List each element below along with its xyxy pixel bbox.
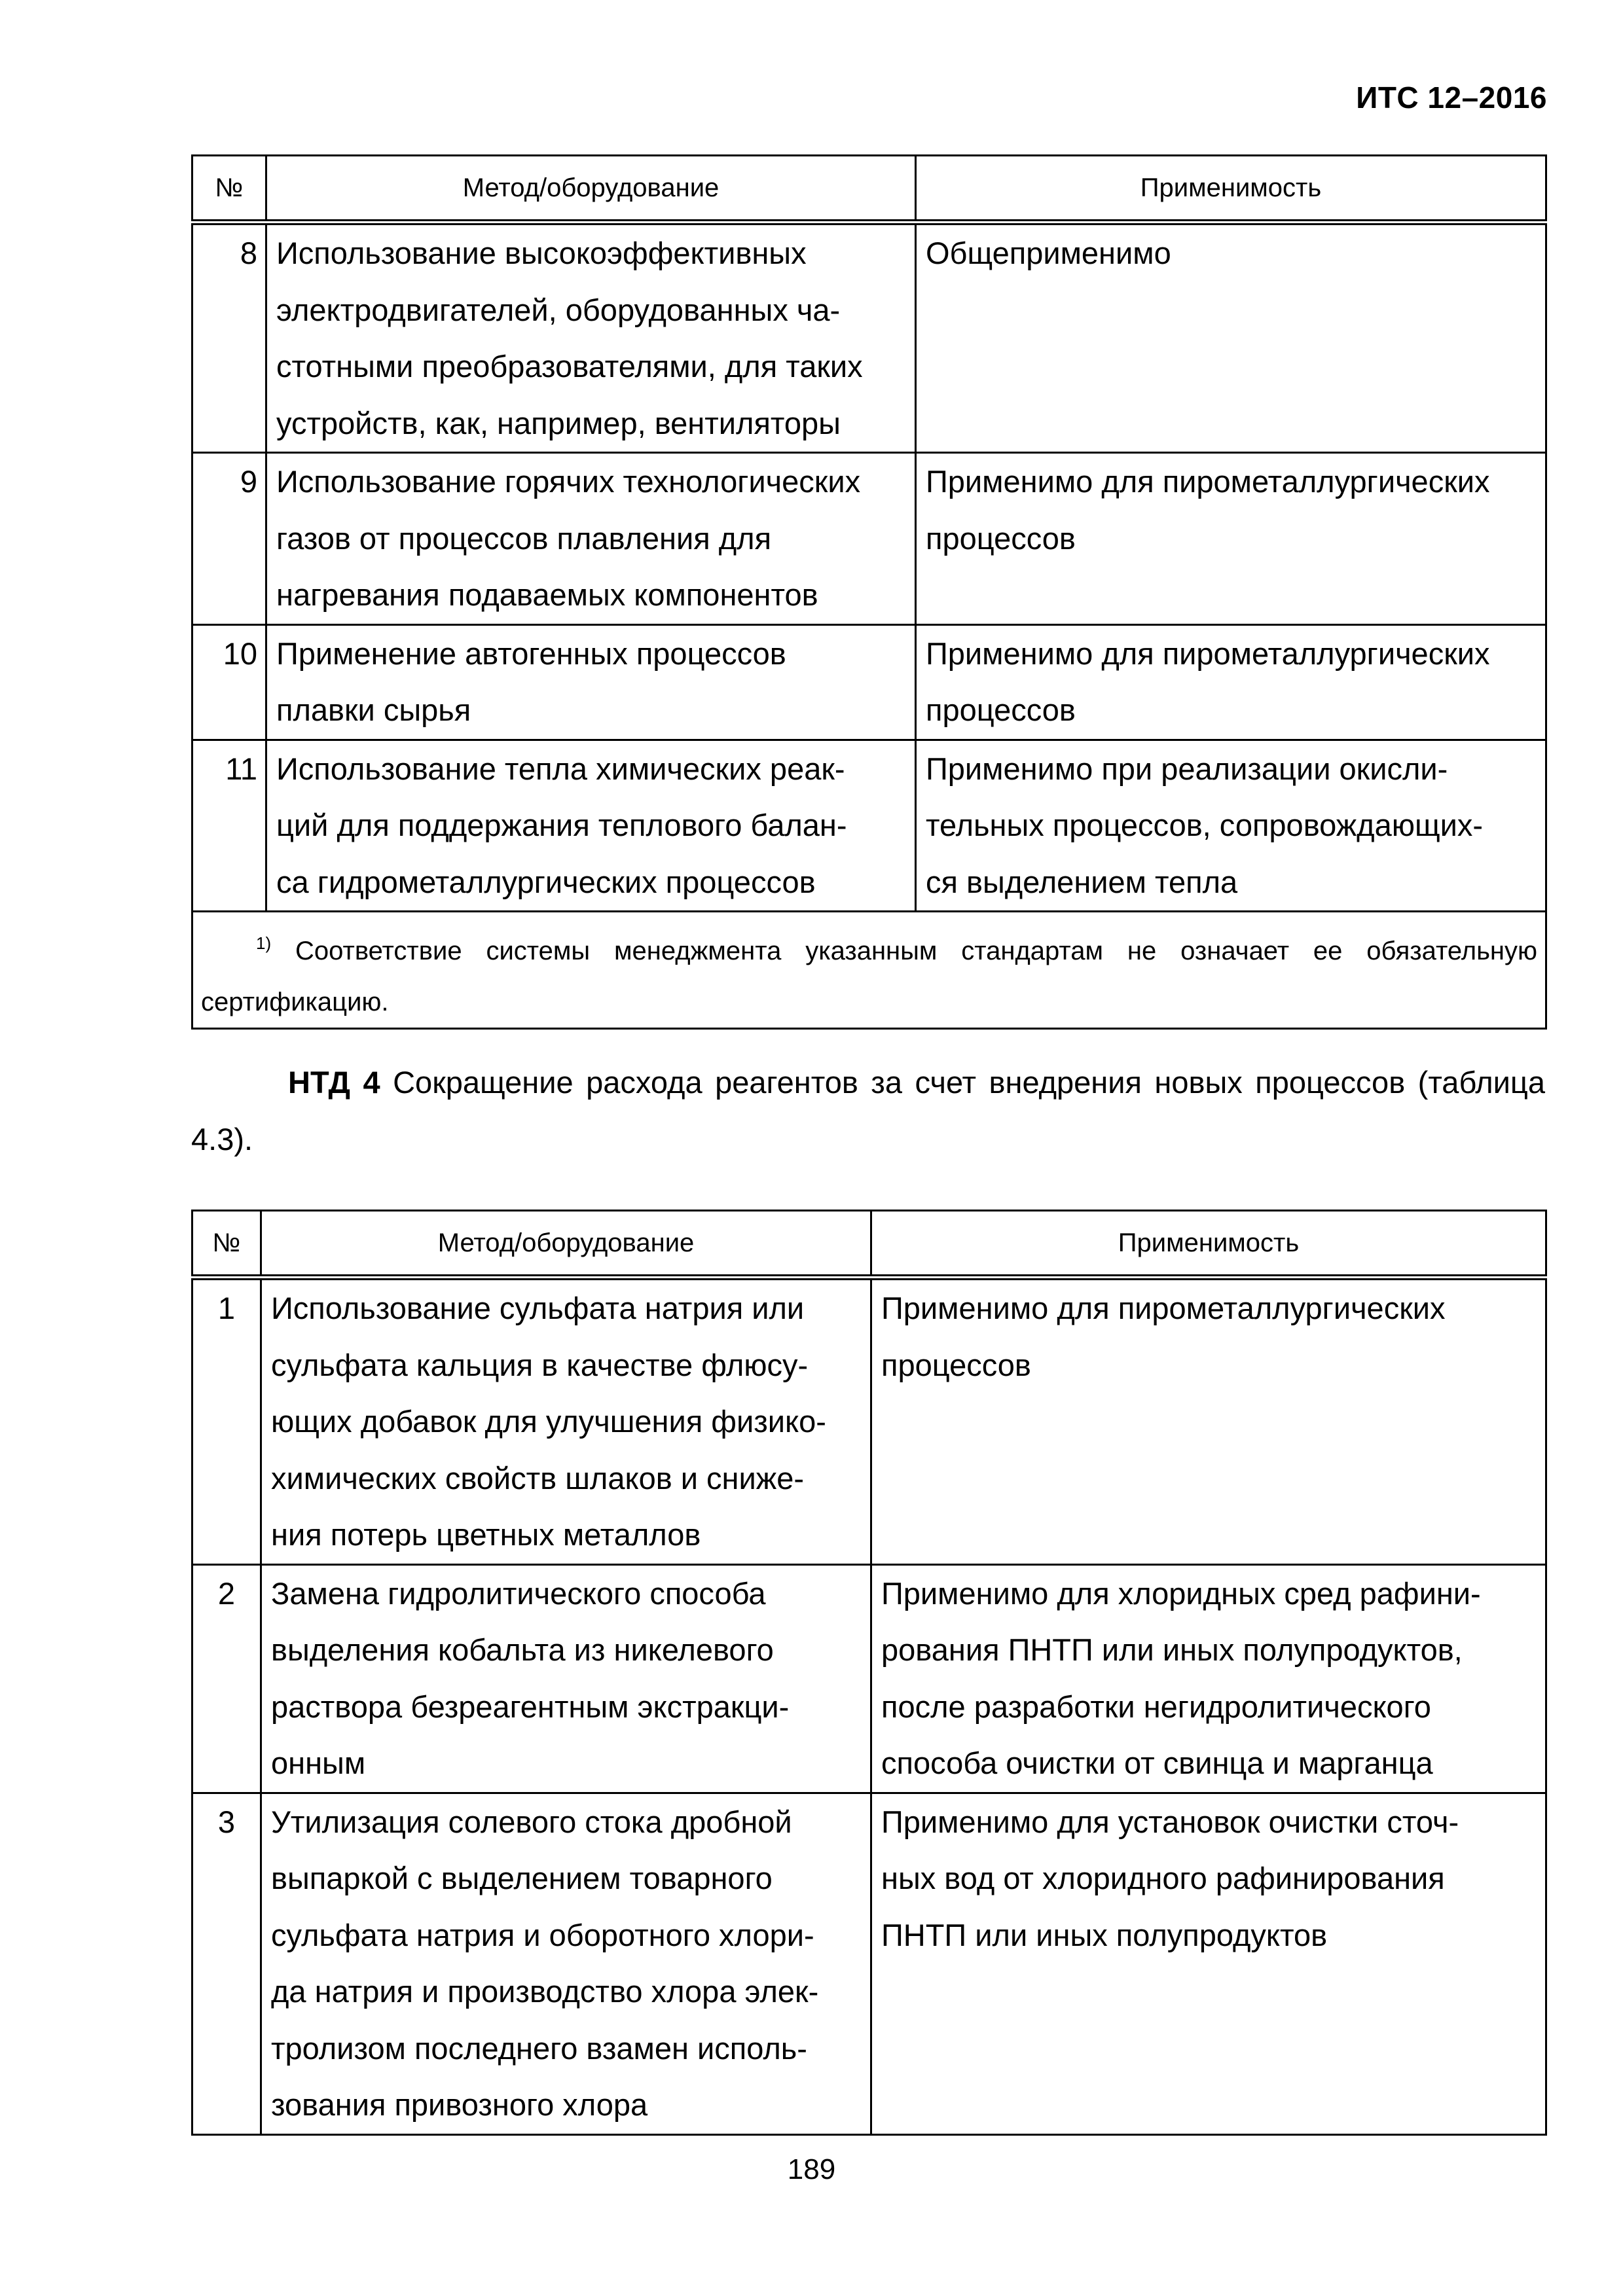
applicability-line: ных вод от хлоридного рафинирования xyxy=(881,1861,1445,1895)
column-header-number: № xyxy=(192,156,266,223)
row-number-cell xyxy=(192,453,266,625)
method-cell xyxy=(261,1793,871,2134)
column-header-number: № xyxy=(192,1211,261,1278)
method-line: ющих добавок для улучшения физико- xyxy=(271,1404,826,1439)
applicability-line: процессов xyxy=(926,692,1076,727)
applicability-cell xyxy=(871,1793,1546,2134)
method-line: Использование сульфата натрия или xyxy=(271,1291,805,1325)
table-row xyxy=(192,223,1546,453)
method-line: онным xyxy=(271,1746,366,1780)
method-line: газов от процессов плавления для xyxy=(276,520,772,556)
method-line: Использование высокоэффективных xyxy=(276,236,807,270)
method-line: да натрия и производство хлора элек- xyxy=(271,1974,819,2009)
row-number: 10 xyxy=(223,636,257,671)
method-line: выпаркой с выделением товарного xyxy=(271,1861,773,1895)
applicability-line: способа очистки от свинца и марганца xyxy=(881,1746,1433,1780)
row-number: 3 xyxy=(217,1804,236,1839)
applicability-line: Применимо для установок очистки сточ- xyxy=(881,1804,1459,1839)
table-row xyxy=(192,624,1546,740)
table-row xyxy=(192,740,1546,912)
table-row xyxy=(192,453,1546,625)
row-number-cell xyxy=(192,223,266,453)
applicability-line: тельных процессов, сопровождающих- xyxy=(926,808,1484,842)
method-cell xyxy=(266,624,916,740)
row-number-cell xyxy=(192,740,266,912)
row-number: 11 xyxy=(225,751,257,786)
column-header-method: Метод/оборудование xyxy=(261,1211,871,1278)
applicability-line: Применимо для хлоридных сред рафини- xyxy=(881,1575,1481,1611)
table-row xyxy=(192,1793,1546,2134)
applicability-line: Общеприменимо xyxy=(926,236,1171,270)
method-cell xyxy=(266,223,916,453)
method-line: выделения кобальта из никелевого xyxy=(271,1632,774,1667)
method-cell xyxy=(261,1278,871,1565)
method-line: са гидрометаллургических процессов xyxy=(276,864,816,899)
applicability-line: ПНТП или иных полупродуктов xyxy=(881,1917,1328,1952)
table-footnote xyxy=(192,912,1546,1029)
column-header-method: Метод/оборудование xyxy=(266,156,916,223)
method-line: стотными преобразователями, для таких xyxy=(276,349,863,384)
applicability-line: Применимо для пирометаллургических xyxy=(881,1291,1446,1325)
applicability-line: Применимо для пирометаллургических xyxy=(926,464,1490,499)
row-number: 2 xyxy=(217,1575,236,1611)
applicability-line: Применимо при реализации окисли- xyxy=(926,751,1448,786)
method-cell xyxy=(261,1564,871,1793)
applicability-cell xyxy=(916,624,1546,740)
method-line: химических свойств шлаков и сниже- xyxy=(271,1460,804,1496)
table-footnote-row xyxy=(192,912,1546,1029)
table-header-row xyxy=(192,156,1546,223)
method-line: плавки сырья xyxy=(276,692,471,727)
table-row xyxy=(192,1564,1546,1793)
method-line: электродвигателей, оборудованных ча- xyxy=(276,292,841,327)
row-number-cell xyxy=(192,624,266,740)
method-line: сульфата натрия и оборотного хлори- xyxy=(271,1917,814,1952)
row-number-cell xyxy=(192,1564,261,1793)
applicability-line: ся выделением тепла xyxy=(926,864,1238,899)
method-line: устройств, как, например, вентиляторы xyxy=(276,405,841,440)
ntd-label: НТД 4 xyxy=(288,1065,380,1100)
method-line: Использование тепла химических реак- xyxy=(276,751,845,786)
method-cell xyxy=(266,453,916,625)
applicability-cell xyxy=(916,740,1546,912)
applicability-line: процессов xyxy=(926,520,1076,556)
applicability-cell xyxy=(916,453,1546,625)
method-line: зования привозного хлора xyxy=(271,2087,648,2122)
row-number-cell xyxy=(192,1278,261,1565)
method-line: раствора безреагентным экстракци- xyxy=(271,1689,790,1724)
applicability-cell xyxy=(916,223,1546,453)
footnote-text: Соответствие системы менеджмента указанным стандартам не означает ее обязательную сертификацию. xyxy=(201,937,1537,1016)
ntd4-paragraph xyxy=(191,1054,1545,1168)
method-line: Применение автогенных процессов xyxy=(276,636,786,671)
document-code: ИТС 12–2016 xyxy=(1356,81,1547,115)
method-line: тролизом последнего взамен исполь- xyxy=(271,2030,807,2066)
methods-table-energy xyxy=(191,154,1547,1030)
applicability-line: после разработки негидролитического xyxy=(881,1689,1431,1724)
table-row xyxy=(192,1278,1546,1565)
applicability-cell xyxy=(871,1278,1546,1565)
method-cell xyxy=(266,740,916,912)
ntd-text: Сокращение расхода реагентов за счет внедрения новых процессов (таблица 4.3). xyxy=(191,1065,1545,1157)
methods-table-reagents xyxy=(191,1210,1547,2136)
method-line: Утилизация солевого стока дробной xyxy=(271,1804,792,1839)
method-line: Использование горячих технологических xyxy=(276,464,861,499)
column-header-applicability: Применимость xyxy=(916,156,1546,223)
row-number: 8 xyxy=(240,236,257,270)
method-line: Замена гидролитического способа xyxy=(271,1575,766,1611)
applicability-line: Применимо для пирометаллургических xyxy=(926,636,1490,671)
method-line: ния потерь цветных металлов xyxy=(271,1517,701,1552)
method-line: ций для поддержания теплового балан- xyxy=(276,808,847,842)
page-number: 189 xyxy=(787,2153,836,2185)
method-line: нагревания подаваемых компонентов xyxy=(276,577,818,612)
row-number: 1 xyxy=(217,1291,236,1325)
footnote-marker: 1) xyxy=(256,933,272,953)
table-header-row xyxy=(192,1211,1546,1278)
column-header-applicability: Применимость xyxy=(871,1211,1546,1278)
method-line: сульфата кальция в качестве флюсу- xyxy=(271,1347,809,1382)
row-number: 9 xyxy=(240,464,257,499)
applicability-line: процессов xyxy=(881,1347,1031,1382)
applicability-line: рования ПНТП или иных полупродуктов, xyxy=(881,1632,1463,1667)
row-number-cell xyxy=(192,1793,261,2134)
applicability-cell xyxy=(871,1564,1546,1793)
